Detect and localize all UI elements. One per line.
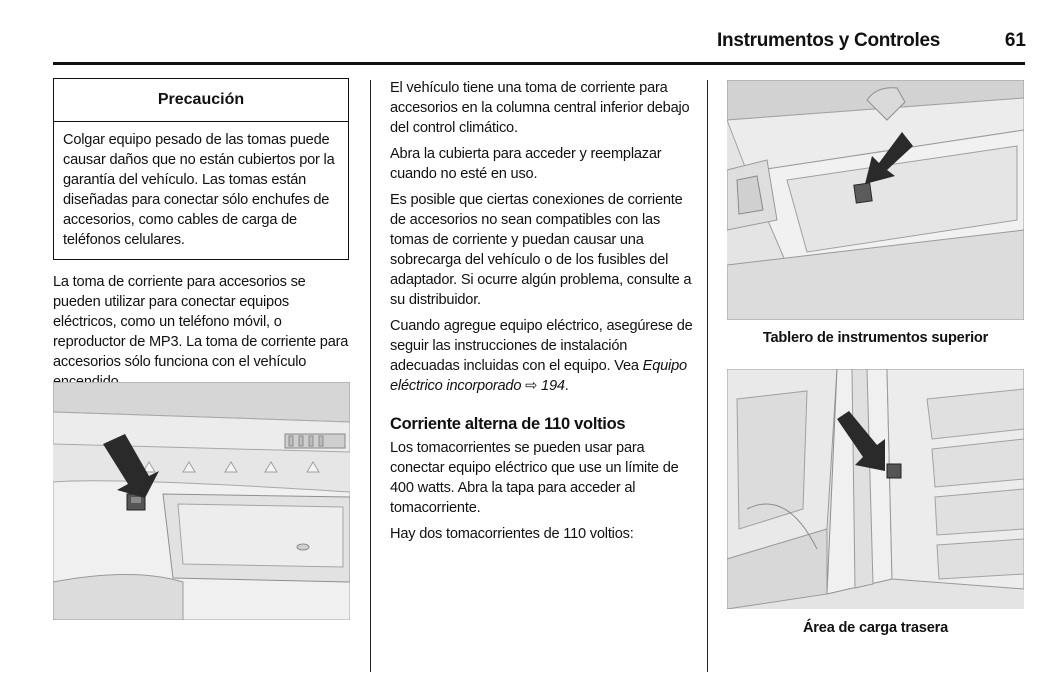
compatibility-paragraph: Es posible que ciertas conexiones de corriente de accesorios no sean compatibles con las tomas de corriente y puedan causar una sobrecarga del vehículo o de los fusibles del adaptador. Si ocurre algún problema, consulte a su distribuidor.: [390, 192, 692, 308]
rear-cargo-illustration: [727, 369, 1024, 609]
equipment-reference-link[interactable]: Equipo eléctrico incorporado: [390, 358, 687, 394]
header-divider: [53, 62, 1025, 65]
column2-text: [390, 78, 695, 550]
column1-text: [53, 272, 353, 398]
ac-outlet-count-paragraph: Hay dos tomacorrientes de 110 voltios:: [390, 526, 634, 542]
upper-dashboard-caption: Tablero de instrumentos superior: [762, 330, 989, 346]
installation-end: .: [564, 378, 569, 394]
caution-box: [53, 78, 349, 260]
upper-dashboard-illustration: [727, 80, 1024, 320]
installation-text: Cuando agregue equipo eléctrico, asegúrese de seguir las instrucciones de instalación adecuadas incluidas con el equipo. Vea: [390, 318, 693, 374]
reference-arrow-icon: ⇨: [525, 378, 538, 394]
ac-outlet-paragraph: Los tomacorrientes se pueden usar para conectar equipo eléctrico que use un límite de 400 watts. Abra la tapa para acceder al tomacorriente.: [390, 440, 679, 516]
accessory-outlet-paragraph: La toma de corriente para accesorios se pueden utilizar para conectar equipos eléctricos, como un teléfono móvil, o reproductor de MP3. La toma de corriente para accesorios sólo funciona con el vehículo: [53, 274, 349, 370]
column-divider-2: [707, 80, 708, 672]
ac-power-heading: Corriente alterna de 110 voltios: [390, 415, 626, 433]
caution-body: Colgar equipo pesado de las tomas puede causar daños que no están cubiertos por la garantía del vehículo. Las tomas están diseñadas para conectar sólo enchufes de accesorios, como cables de carga de teléfonos celulares.: [63, 132, 335, 248]
caution-title: Precaución: [54, 79, 348, 122]
page-number: 61: [1004, 30, 1026, 51]
section-title: Instrumentos y Controles: [717, 30, 940, 51]
console-outlet-illustration: [53, 382, 350, 620]
column-divider-1: [370, 80, 371, 672]
reference-page[interactable]: 194: [537, 378, 565, 394]
installation-paragraph: [390, 316, 695, 396]
rear-cargo-caption: Área de carga trasera: [802, 620, 949, 636]
outlet-location-paragraph: El vehículo tiene una toma de corriente para accesorios en la columna central inferior debajo del control climático.: [390, 80, 690, 136]
cover-paragraph: Abra la cubierta para acceder y reemplazar cuando no esté en uso.: [390, 146, 662, 182]
